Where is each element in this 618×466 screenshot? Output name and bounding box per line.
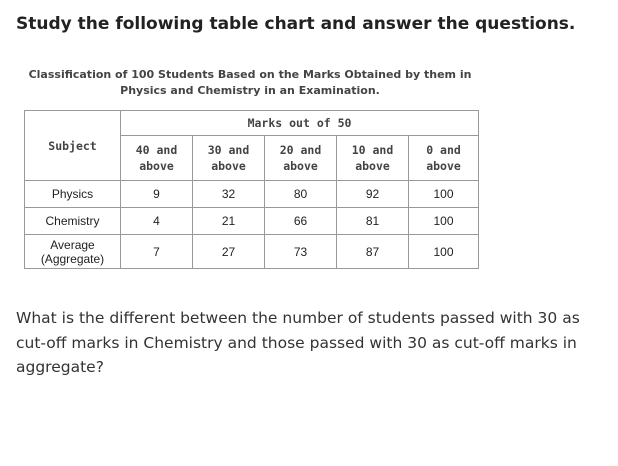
column-header: 0 and above bbox=[409, 136, 479, 181]
table-caption bbox=[14, 67, 486, 99]
column-header: 40 and above bbox=[121, 136, 193, 181]
table-cell: 100 bbox=[409, 181, 479, 208]
subject-header: Subject bbox=[25, 111, 121, 181]
table-cell: 66 bbox=[265, 208, 337, 235]
table-cell: 32 bbox=[193, 181, 265, 208]
table-cell: 100 bbox=[409, 208, 479, 235]
table-cell: 92 bbox=[337, 181, 409, 208]
column-header: 10 and above bbox=[337, 136, 409, 181]
row-subject: Physics bbox=[25, 181, 121, 208]
column-header: 30 and above bbox=[193, 136, 265, 181]
table-cell: 100 bbox=[409, 235, 479, 269]
marks-group-header: Marks out of 50 bbox=[121, 111, 479, 136]
table-cell: 7 bbox=[121, 235, 193, 269]
table-cell: 80 bbox=[265, 181, 337, 208]
table-row bbox=[25, 181, 479, 208]
row-subject: Chemistry bbox=[25, 208, 121, 235]
table-row bbox=[25, 208, 479, 235]
table-header-row bbox=[25, 111, 479, 136]
marks-table bbox=[24, 110, 479, 269]
table-cell: 9 bbox=[121, 181, 193, 208]
caption-line-2: Physics and Chemistry in an Examination. bbox=[120, 84, 380, 97]
caption-line-1: Classification of 100 Students Based on the Marks Obtained by them in bbox=[28, 68, 472, 81]
page-heading: Study the following table chart and answer the questions. bbox=[16, 14, 576, 34]
table-cell: 81 bbox=[337, 208, 409, 235]
question-text: What is the different between the number of students passed with 30 as cut-off marks in Chemistry and those passed with 30 as cut-off marks in aggregate? bbox=[16, 309, 580, 376]
row-subject: Average (Aggregate) bbox=[25, 235, 121, 269]
table-cell: 4 bbox=[121, 208, 193, 235]
column-header: 20 and above bbox=[265, 136, 337, 181]
table-row bbox=[25, 235, 479, 269]
table-cell: 27 bbox=[193, 235, 265, 269]
table-cell: 21 bbox=[193, 208, 265, 235]
table-cell: 73 bbox=[265, 235, 337, 269]
table-cell: 87 bbox=[337, 235, 409, 269]
